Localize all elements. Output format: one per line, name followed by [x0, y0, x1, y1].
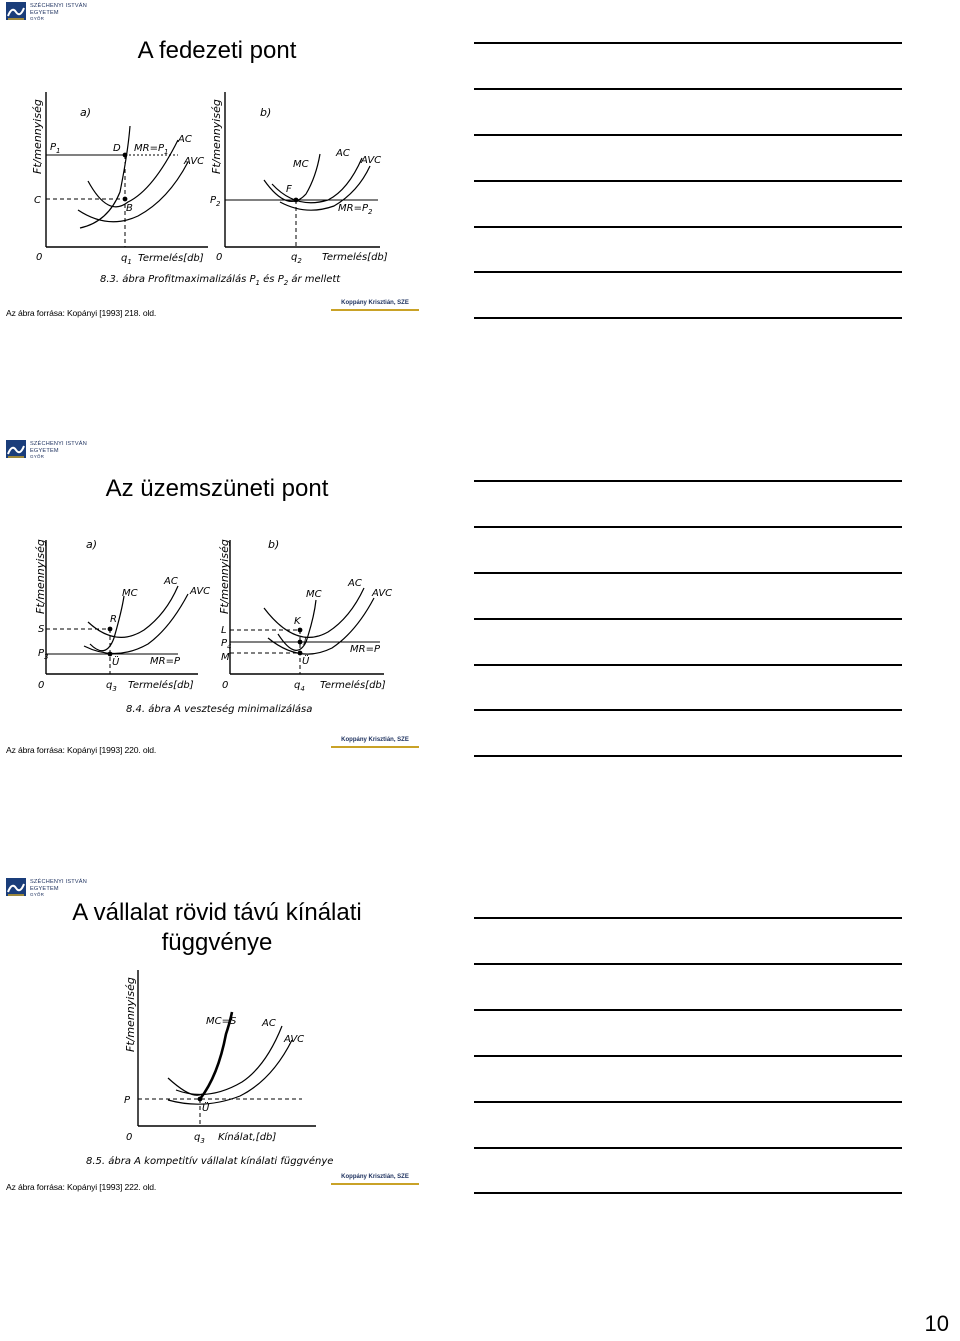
panel-a-point-u — [108, 652, 113, 657]
panel-a-xlabel: Termelés[db] — [138, 253, 204, 264]
note-line — [474, 180, 902, 182]
panel-a-label: a) — [80, 106, 92, 119]
note-line — [474, 1192, 902, 1194]
panel-b-ac-label: AC — [336, 148, 350, 159]
panel-a-q1-label: $q_1$ — [121, 253, 132, 266]
panel-a-point-b — [123, 197, 128, 202]
panel-b-point-j — [298, 640, 303, 645]
note-line — [474, 1009, 902, 1011]
panel-b-point-k — [298, 628, 303, 633]
panel-b-j-label: J — [304, 636, 307, 645]
panel-b-label: b) — [268, 538, 280, 551]
university-logo-text: SZÉCHENYI ISTVÁN EGYETEM GYŐR — [30, 441, 87, 460]
panel-a-c-label: C — [34, 195, 41, 206]
origin: 0 — [126, 1132, 133, 1143]
note-line — [474, 88, 902, 90]
panel-b-u-label: Ü — [302, 656, 310, 667]
note-line — [474, 1147, 902, 1149]
point-u — [198, 1097, 203, 1102]
u-label: Ü — [202, 1103, 210, 1114]
panel-a-point-r — [108, 627, 113, 632]
panel-a-mr-label: $MR=P_1$ — [134, 143, 169, 156]
ylabel: Ft/mennyiség — [124, 977, 137, 1052]
supply-curve-figure — [80, 964, 370, 1174]
page-number: 10 — [924, 1311, 949, 1336]
note-line — [474, 271, 902, 273]
panel-b-f-label: F — [286, 184, 292, 195]
note-line — [474, 755, 902, 757]
panel-a-mc-curve — [80, 126, 130, 228]
panel-a-mc-curve — [90, 596, 124, 651]
author-underline — [331, 1183, 419, 1185]
slide-title: A fedezeti pont — [137, 37, 297, 64]
panel-b-mc-curve — [264, 154, 320, 201]
panel-b-p4-label: $P_4$ — [221, 638, 232, 651]
panel-b-origin: 0 — [222, 680, 229, 691]
note-line — [474, 526, 902, 528]
note-line — [474, 1101, 902, 1103]
university-logo — [6, 0, 116, 22]
panel-a-origin: 0 — [38, 680, 45, 691]
panel-b-origin: 0 — [216, 252, 223, 263]
profit-max-figure — [28, 82, 408, 292]
panel-a-ylabel: Ft/mennyiség — [31, 99, 44, 174]
note-line — [474, 572, 902, 574]
panel-b-mr-label: $MR=P_2$ — [338, 203, 373, 216]
figure-source: Az ábra forrása: Kopányi [1993] 222. old. — [6, 1182, 157, 1192]
panel-b-ylabel: Ft/mennyiség — [210, 99, 223, 174]
note-line — [474, 709, 902, 711]
slide-1 — [0, 0, 430, 330]
panel-a-mr-label: MR=P — [150, 656, 180, 667]
university-logo-text: SZÉCHENYI ISTVÁN EGYETEM GYŐR — [30, 3, 87, 22]
author-label: Koppány Krisztián, SZE — [341, 1174, 409, 1180]
panel-b-mc-label: MC — [306, 589, 322, 600]
panel-b-avc-label: AVC — [361, 155, 382, 166]
panel-a-s-label: S — [38, 624, 45, 635]
loss-min-figure — [28, 534, 408, 718]
figure-caption: 8.5. ábra A kompetitív vállalat kínálati függvénye — [86, 1156, 334, 1167]
panel-a-avc-label: AVC — [184, 156, 205, 167]
figure-caption: 8.3. ábra Profitmaximalizálás $P_1$ és $P_2$ ár mellett — [100, 274, 341, 287]
panel-a-xlabel: Termelés[db] — [128, 680, 194, 691]
panel-a-d-label: D — [113, 143, 121, 154]
panel-a-ac-label: AC — [178, 134, 192, 145]
figure-caption: 8.4. ábra A veszteség minimalizálása — [126, 704, 313, 715]
panel-b-m-label: M — [221, 652, 230, 663]
panel-a-label: a) — [86, 538, 98, 551]
note-line — [474, 134, 902, 136]
note-line — [474, 226, 902, 228]
panel-a-avc-curve — [84, 594, 188, 654]
mcs-label: MC=S — [206, 1016, 237, 1027]
panel-a-q3-label: $q_3$ — [106, 680, 117, 693]
slide-title: Az üzemszüneti pont — [105, 475, 329, 502]
author-label: Koppány Krisztián, SZE — [341, 300, 409, 306]
slide-title: A vállalat rövid távú kínálati függvénye — [72, 899, 362, 956]
panel-b-mc-label: MC — [293, 159, 309, 170]
university-logo-icon — [6, 2, 26, 20]
university-logo — [6, 876, 116, 898]
panel-a-origin: 0 — [36, 252, 43, 263]
university-logo-icon — [6, 878, 26, 896]
panel-a-ac-label: AC — [164, 576, 178, 587]
panel-b-xlabel: Termelés[db] — [322, 252, 388, 263]
note-line — [474, 317, 902, 319]
panel-a-p1-label: $P_1$ — [50, 142, 61, 155]
panel-b-k-label: K — [294, 616, 301, 627]
note-line — [474, 480, 902, 482]
avc-label: AVC — [284, 1034, 305, 1045]
note-line — [474, 618, 902, 620]
figure-source: Az ábra forrása: Kopányi [1993] 220. old. — [6, 745, 157, 755]
panel-b-p2-label: $P_2$ — [210, 195, 221, 208]
panel-a-b-label: B — [126, 203, 133, 214]
panel-b-point-u — [298, 651, 303, 656]
note-line — [474, 664, 902, 666]
note-line — [474, 42, 902, 44]
panel-a-r-label: R — [110, 614, 117, 625]
panel-b-mr-label: MR=P — [350, 644, 380, 655]
author-label: Koppány Krisztián, SZE — [341, 737, 409, 743]
panel-b-q4-label: $q_4$ — [294, 680, 305, 693]
panel-a-avc-label: AVC — [190, 586, 211, 597]
slide-2 — [0, 438, 430, 768]
panel-a-point-d — [123, 153, 128, 158]
panel-b-ac-label: AC — [348, 578, 362, 589]
slide-3 — [0, 876, 430, 1206]
ac-curve — [176, 1026, 282, 1095]
panel-b-ylabel: Ft/mennyiség — [218, 539, 231, 614]
panel-b-xlabel: Termelés[db] — [320, 680, 386, 691]
avc-curve — [168, 1040, 292, 1104]
panel-b-l-label: L — [221, 625, 227, 636]
note-line — [474, 917, 902, 919]
q3-label: $q_3$ — [194, 1132, 205, 1145]
note-line — [474, 1055, 902, 1057]
note-line — [474, 963, 902, 965]
panel-a-p3-label: $P_3$ — [38, 648, 49, 661]
ac-label: AC — [262, 1018, 276, 1029]
p-label: P — [124, 1095, 131, 1106]
university-logo — [6, 438, 116, 460]
panel-a-ylabel: Ft/mennyiség — [34, 539, 47, 614]
panel-b-point-f — [294, 198, 299, 203]
author-underline — [331, 309, 419, 311]
xlabel: Kínálat,[db] — [218, 1132, 277, 1143]
panel-a-u-label: Ü — [112, 657, 120, 668]
panel-a-mc-label: MC — [122, 588, 138, 599]
university-logo-icon — [6, 440, 26, 458]
panel-b-q2-label: $q_2$ — [291, 252, 302, 265]
panel-b-avc-label: AVC — [372, 588, 393, 599]
panel-b-label: b) — [260, 106, 272, 119]
author-underline — [331, 746, 419, 748]
figure-source: Az ábra forrása: Kopányi [1993] 218. old. — [6, 308, 157, 318]
university-logo-text: SZÉCHENYI ISTVÁN EGYETEM GYŐR — [30, 879, 87, 898]
